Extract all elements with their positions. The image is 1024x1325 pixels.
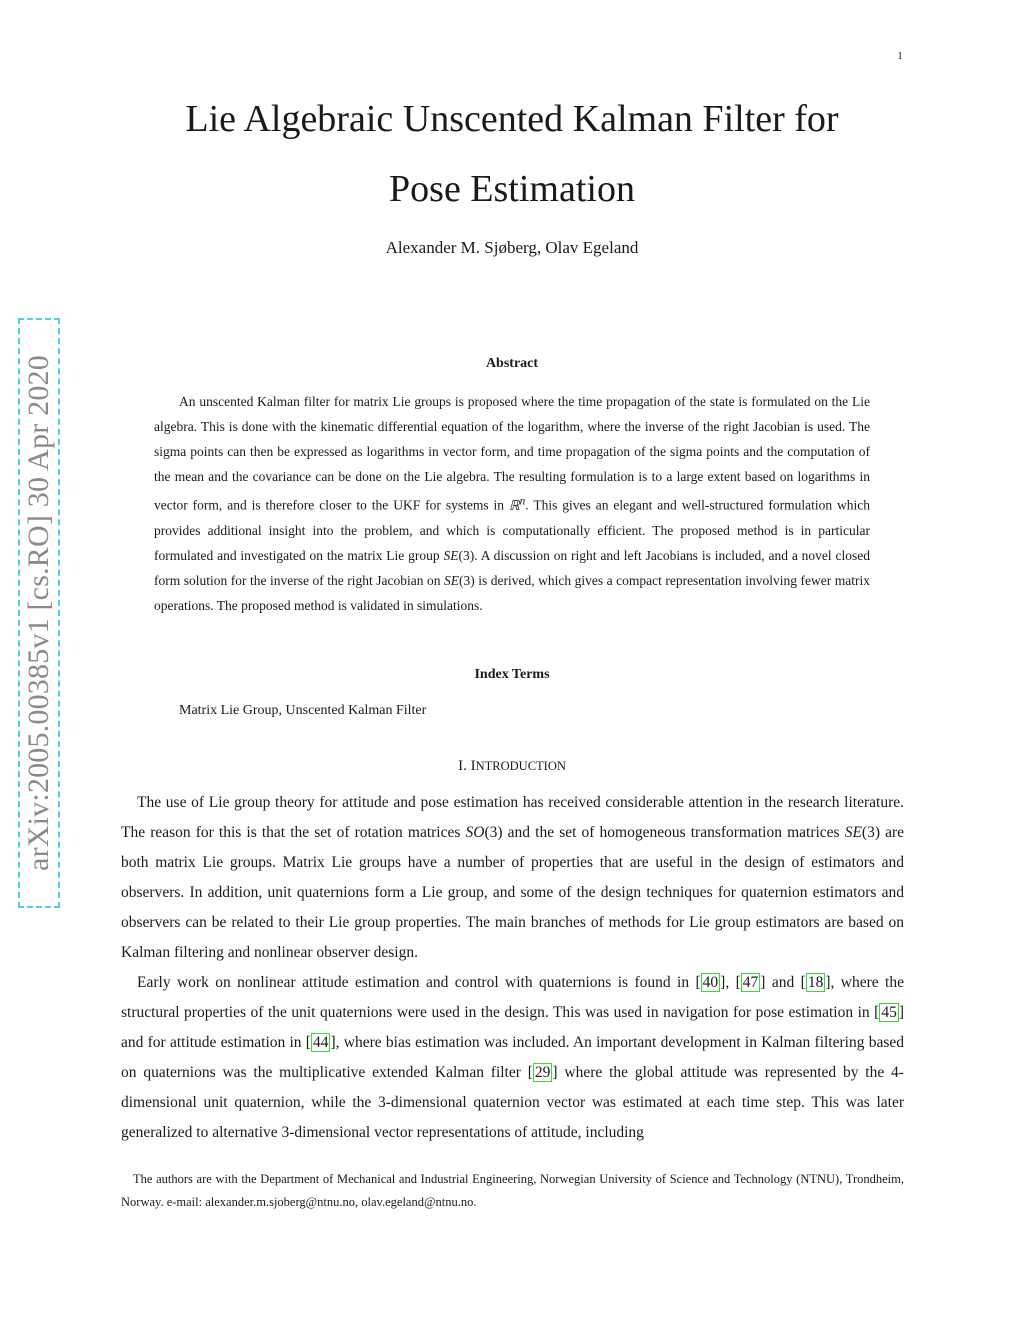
citation-18[interactable]: 18 (807, 974, 824, 991)
page-number: 1 (897, 50, 903, 62)
arxiv-stamp[interactable] (18, 318, 60, 908)
abstract-heading: Abstract (485, 356, 539, 371)
abstract-body: An unscented Kalman filter for matrix Lie groups is proposed where the time propagation of the state is formulated on the Lie algebra. This is done with the kinematic differential equation of the logarithm, where the inverse of the right Jacobian is used. The sigma points can then be expressed as logarithms in vector form, and time propagation of the sigma points and the computation of the mean and the covariance can be done on the Lie algebra. The resulting formulation is to a large extent based on logarithms in vector form, and is therefore closer to the UKF for systems in ℝ$^n$. This gives an elegant and well-structured formulation which provides additional insight into the problem, and which is computationally efficient. The proposed method is in particular formulated and investigated on the matrix Lie group SE(3). A discussion on right and left Jacobians is included, and a novel closed form solution for the inverse of the right Jacobian on SE(3) is derived, which gives a compact representation involving fewer matrix operations. The proposed method is validated in simulations. (154, 394, 871, 613)
authors: Alexander M. Sjøberg, Olav Egeland (385, 238, 639, 257)
paper-title-line-1: Lie Algebraic Unscented Kalman Filter for (185, 98, 839, 140)
paper-title-line-2: Pose Estimation (389, 168, 635, 210)
index-terms-body: Matrix Lie Group, Unscented Kalman Filter (179, 703, 427, 718)
math-rn: ℝ$^n$ (508, 495, 526, 513)
intro-paragraph-1: The use of Lie group theory for attitude and pose estimation has received considerable attention in the research literature. The reason for this is that the set of rotation matrices SO(3) and the set of homogeneous transformation matrices SE(3) are both matrix Lie groups. Matrix Lie groups have a number of properties that are useful in the design of estimators and observers. In addition, unit quaternions form a Lie group, and some of the design techniques for quaternion estimators and observers can be related to their Lie group properties. The main branches of methods for Lie group estimators are based on Kalman filtering and nonlinear observer design. (121, 794, 905, 961)
introduction-heading: I. INTRODUCTION (458, 758, 566, 774)
citation-47[interactable]: 47 (742, 974, 759, 991)
index-terms-heading: Index Terms (474, 667, 550, 682)
citation-45[interactable]: 45 (881, 1004, 897, 1021)
intro-paragraph-2: Early work on nonlinear attitude estimation and control with quaternions is found in [ 40 ], [ 47 ] and [ 18 ], where the structural properties of the unit quaternions were used in the design. This was used in navigation for pose estimation in [ 45 ] and for attitude estimation in [ 44 ], where bias estimation was included. An important development in Kalman filtering based on quaternions was the multiplicative extended Kalman filter [ 29 ] where the global attitude was represented by the 4-dimensional unit quaternion, while the 3-dimensional quaternion vector was estimated at each time step. This was later generalized to alternative 3-dimensional vector representations of attitude, including (121, 974, 905, 1141)
citation-29[interactable]: 29 (534, 1064, 551, 1081)
citation-44[interactable]: 44 (312, 1034, 329, 1051)
author-footnote: The authors are with the Department of Mechanical and Industrial Engineering, Norwegian University of Science and Technology (NTNU), Trondheim, Norway. e-mail: alexander.m.sjoberg@ntnu.no, olav.egeland@ntnu.no. (121, 1172, 904, 1209)
citation-40[interactable]: 40 (702, 974, 719, 991)
arxiv-identifier: arXiv:2005.00385v1 [cs.RO] 30 Apr 2020 (22, 355, 55, 871)
